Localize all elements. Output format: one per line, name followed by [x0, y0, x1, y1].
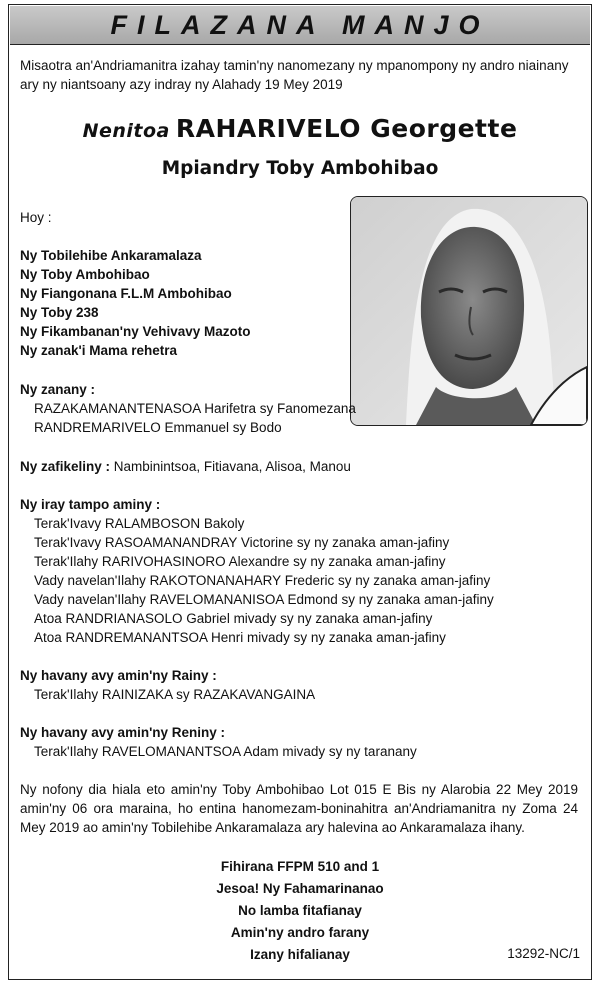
hymn-line: No lamba fitafianay — [238, 903, 362, 918]
hymn-line: Jesoa! Ny Fahamarinanao — [216, 881, 384, 896]
section-label: Ny zafikeliny : — [20, 459, 111, 474]
nephews-section — [20, 457, 351, 476]
list-item: Ny Fikambanan'ny Vehivavy Mazoto — [20, 324, 251, 339]
portrait-image — [351, 197, 587, 425]
organisation-list — [20, 246, 251, 360]
list-item: Terak'Ilahy RARIVOHASINORO Alexandre sy ny zanaka aman-jafiny — [34, 554, 446, 569]
section-label: Ny iray tampo aminy : — [20, 497, 161, 512]
nephews-value: Nambinintsoa, Fitiavana, Alisoa, Manou — [110, 459, 351, 474]
list-item: Atoa RANDRIANASOLO Gabriel mivady sy ny zanaka aman-jafiny — [34, 611, 433, 626]
list-item: Ny Toby Ambohibao — [20, 267, 150, 282]
funeral-details: Ny nofony dia hiala eto amin'ny Toby Ambohibao Lot 015 E Bis ny Alarobia 22 Mey 2019 amin'ny 06 ora maraina, ho entina hanomezam-boninahitra an'Andriamanitra ny Zoma 24 Mey 2019 ao amin'ny Tobilehibe Ankaramalaza ary halevina ao Ankaramalaza ihany. — [20, 782, 578, 835]
list-item: Terak'Ilahy RAINIZAKA sy RAZAKAVANGAINA — [34, 687, 316, 702]
section-label: Ny havany avy amin'ny Reniny : — [20, 725, 226, 740]
hymn-line: Fihirana FFPM 510 and 1 — [220, 859, 380, 874]
father-side-section — [20, 666, 315, 704]
list-item: Terak'Ivavy RALAMBOSON Bakoly — [34, 516, 245, 531]
list-item: Terak'Ilahy RAVELOMANANTSOA Adam mivady sy ny taranany — [34, 744, 417, 759]
intro-text: Misaotra an'Andriamanitra izahay tamin'ny nanomezany ny mpanompony ny andro niainany ary ny niantsoany azy indray ny Alahady 19 Mey 2019 — [20, 58, 569, 92]
list-item: Vady navelan'Ilahy RAKOTONANAHARY Frederic sy ny zanaka aman-jafiny — [34, 573, 491, 588]
list-item: RAZAKAMANANTENASOA Harifetra sy Fanomezana — [34, 401, 356, 416]
closing-hymn — [10, 856, 590, 966]
list-item: Atoa RANDREMANANTSOA Henri mivady sy ny zanaka aman-jafiny — [34, 630, 446, 645]
list-item: Ny Tobilehibe Ankaramalaza — [20, 248, 202, 263]
notice-body — [10, 46, 590, 978]
hymn-line: Amin'ny andro farany — [230, 925, 370, 940]
siblings-section — [20, 380, 356, 437]
list-item: Ny Fiangonana F.L.M Ambohibao — [20, 286, 232, 301]
section-label: Ny havany avy amin'ny Rainy : — [20, 668, 217, 683]
section-label: Ny zanany : — [20, 382, 96, 397]
deceased-prefix: Nenitoa — [82, 120, 170, 142]
header-banner — [10, 6, 590, 45]
family-section — [20, 495, 494, 647]
list-item: RANDREMARIVELO Emmanuel sy Bodo — [34, 420, 282, 435]
hymn-line: Izany hifalianay — [250, 947, 350, 962]
list-item: Terak'Ivavy RASOAMANANDRAY Victorine sy ny zanaka aman-jafiny — [34, 535, 450, 550]
hoy-label: Hoy : — [20, 210, 52, 225]
list-item: Vady navelan'Ilahy RAVELOMANANISOA Edmond sy ny zanaka aman-jafiny — [34, 592, 494, 607]
deceased-name-line — [10, 114, 590, 143]
deceased-name: RAHARIVELO Georgette — [175, 114, 518, 143]
mother-side-section — [20, 723, 417, 761]
deceased-title: Mpiandry Toby Ambohibao — [161, 158, 439, 179]
header-title: FILAZANA MANJO — [110, 9, 490, 40]
list-item: Ny Toby 238 — [20, 305, 99, 320]
list-item: Ny zanak'i Mama rehetra — [20, 343, 178, 358]
portrait-photo — [350, 196, 588, 426]
reference-code: 13292-NC/1 — [507, 946, 580, 961]
